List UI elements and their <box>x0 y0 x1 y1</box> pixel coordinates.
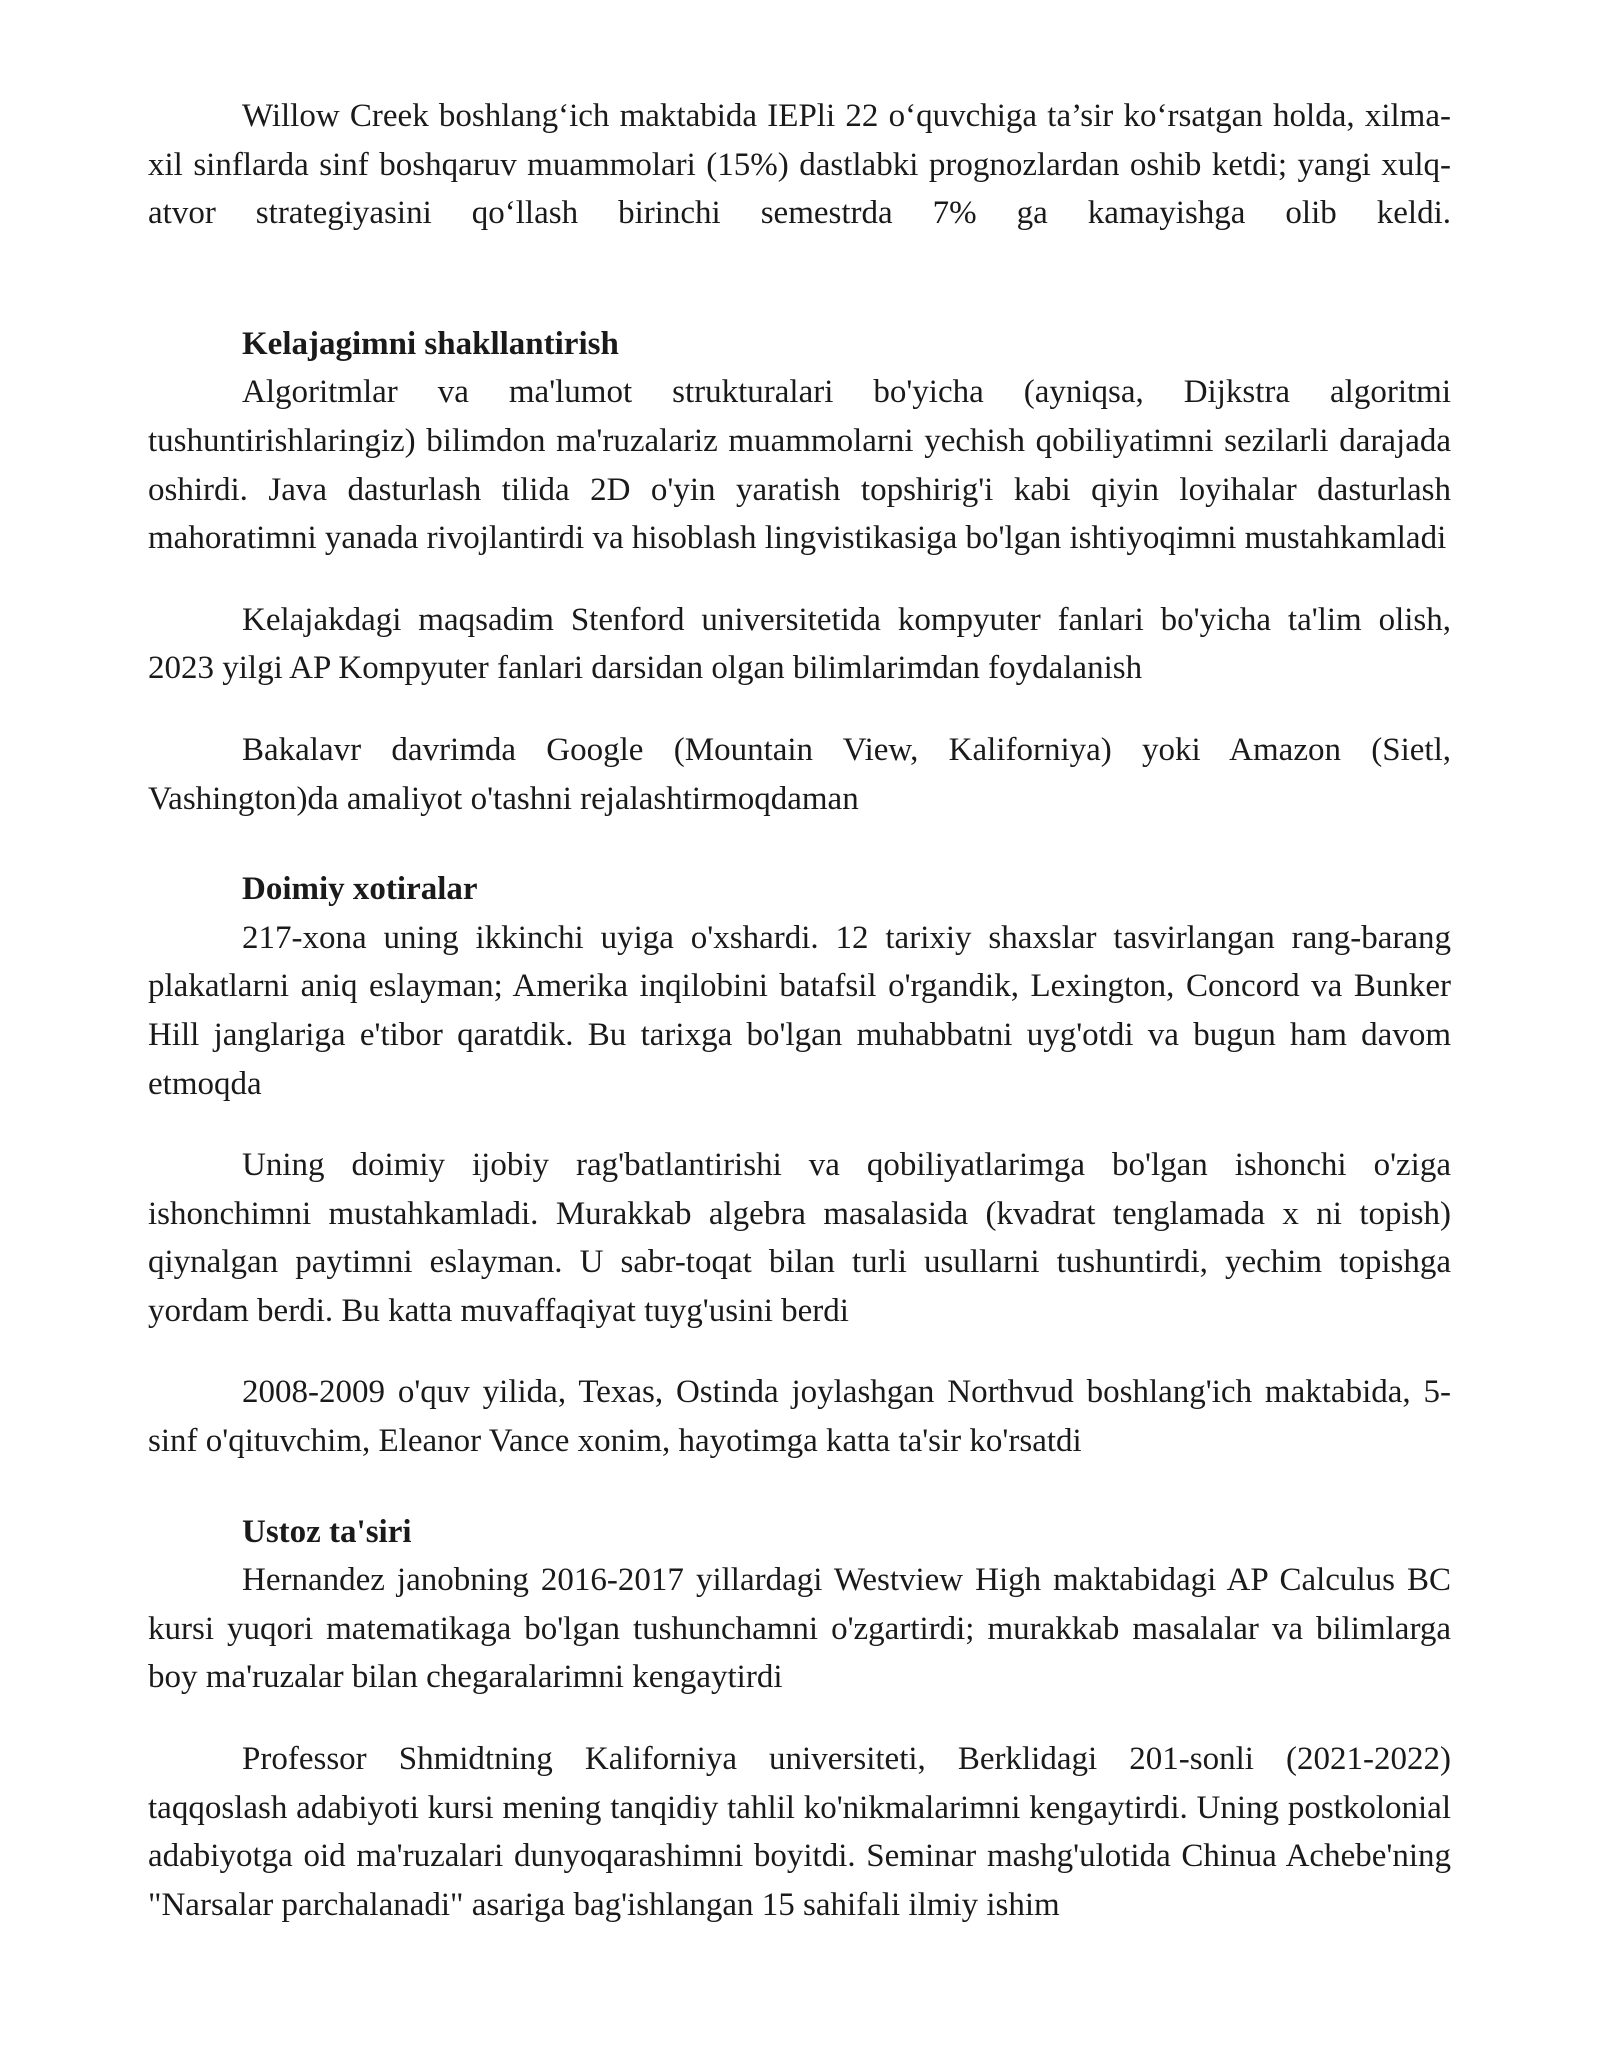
spacer <box>148 238 1451 320</box>
section-paragraph: Algoritmlar va ma'lumot strukturalari bo'yicha (ayniqsa, Dijkstra algoritmi tushuntirishlaringiz) bilimdon ma'ruzalariz muammolarni yechish qobiliyatimni sezilarli darajada oshirdi. Java dasturlash tilida 2D o'yin yaratish topshirig'i kabi qiyin loyihalar dasturlash mahoratimni yanada rivojlantirdi va hisoblash lingvistikasiga bo'lgan ishtiyoqimni mustahkamladi <box>148 374 1451 557</box>
section-paragraph: Uning doimiy ijobiy rag'batlantirishi va qobiliyatlarimga bo'lgan ishonchi o'ziga ishonchimni mustahkamladi. Murakkab algebra masalasida (kvadrat tenglamada x ni topish) qiynalgan paytimni eslayman. U sabr-toqat bilan turli usullarni tushuntirdi, yechim topishga yordam berdi. Bu katta muvaffaqiyat tuyg'usini berdi <box>148 1147 1451 1329</box>
section-kelajagimni <box>148 320 1451 823</box>
spacer <box>148 563 1451 596</box>
section-heading: Doimiy xotiralar <box>242 871 478 908</box>
section-paragraph: Hernandez janobning 2016-2017 yillardagi Westview High maktabidagi AP Calculus BC kursi yuqori matematikaga bo'lgan tushunchamni o'zgartirdi; murakkab masalalar va bilimlarga boy ma'ruzalar bilan chegaralarimni kengaytirdi <box>148 1562 1451 1696</box>
spacer <box>148 823 1451 865</box>
spacer <box>148 693 1451 726</box>
spacer <box>148 1466 1451 1508</box>
intro-paragraph: Willow Creek boshlang‘ich maktabida IEPli 22 o‘quvchiga ta’sir ko‘rsatgan holda, xilma-xil sinflarda sinf boshqaruv muammolari (15%) dastlabki prognozlardan oshib ketdi; yangi xulq-atvor strategiyasini qo‘llash birinchi semestrda 7% ga kamayishga olib keldi. <box>148 98 1451 232</box>
document-page <box>148 92 1451 1929</box>
section-paragraph: Professor Shmidtning Kaliforniya universiteti, Berklidagi 201-sonli (2021-2022) taqqoslash adabiyoti kursi mening tanqidiy tahlil ko'nikmalarimni kengaytirdi. Uning postkolonial adabiyotga oid ma'ruzalari dunyoqarashimni boyitdi. Seminar mashg'ulotida Chinua Achebe'ning "Narsalar parchalanadi" asariga bag'ishlangan 15 sahifali ilmiy ishim <box>148 1741 1451 1923</box>
spacer <box>148 1108 1451 1141</box>
section-paragraph: 217-xona uning ikkinchi uyiga o'xshardi. 12 tarixiy shaxslar tasvirlangan rang-barang plakatlarni aniq eslayman; Amerika inqilobini batafsil o'rgandik, Lexington, Concord va Bunker Hill janglariga e'tibor qaratdik. Bu tarixga bo'lgan muhabbatni uyg'otdi va bugun ham davom etmoqda <box>148 919 1451 1102</box>
section-paragraph: 2008-2009 o'quv yilida, Texas, Ostinda joylashgan Northvud boshlang'ich maktabida, 5-sinf o'qituvchim, Eleanor Vance xonim, hayotimga katta ta'sir ko'rsatdi <box>148 1374 1451 1460</box>
section-doimiy <box>148 865 1451 1466</box>
section-heading: Ustoz ta'siri <box>242 1513 412 1550</box>
section-ustoz <box>148 1508 1451 1930</box>
section-heading: Kelajagimni shakllantirish <box>242 325 619 362</box>
section-paragraph: Kelajakdagi maqsadim Stenford universitetida kompyuter fanlari bo'yicha ta'lim olish, 2023 yilgi AP Kompyuter fanlari darsidan olgan bilimlarimdan foydalanish <box>148 601 1451 687</box>
spacer <box>148 1702 1451 1735</box>
section-paragraph: Bakalavr davrimda Google (Mountain View, Kaliforniya) yoki Amazon (Sietl, Vashington)da amaliyot o'tashni rejalashtirmoqdaman <box>148 731 1451 817</box>
spacer <box>148 1335 1451 1368</box>
